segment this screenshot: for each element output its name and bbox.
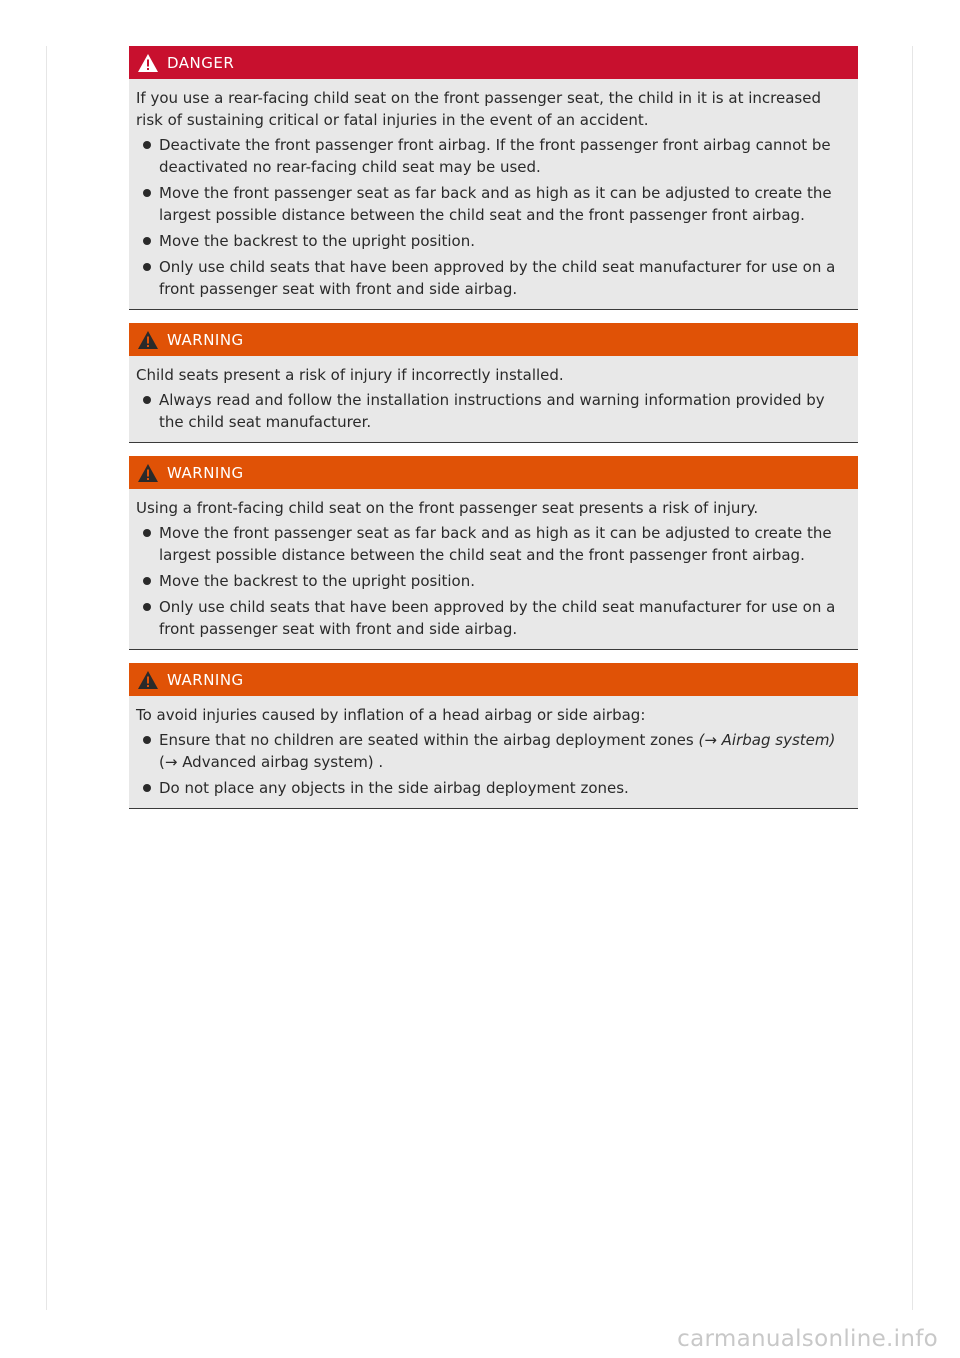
warning-notice xyxy=(129,323,858,443)
notice-title: WARNING xyxy=(167,330,244,349)
notice-list xyxy=(136,522,848,640)
xref-link-advanced-airbag-system[interactable]: (→ Advanced airbag system) . xyxy=(159,753,384,771)
notice-intro: Using a front-facing child seat on the front passenger seat presents a risk of injury. xyxy=(136,499,759,517)
xref-link-airbag-system[interactable]: (→ Airbag system) xyxy=(698,731,836,749)
warning-notice xyxy=(129,456,858,650)
right-margin-line xyxy=(912,46,913,1310)
list-item: Do not place any objects in the side airbag deployment zones. xyxy=(136,777,848,799)
notice-header xyxy=(129,663,858,696)
warning-triangle-icon xyxy=(137,463,159,483)
notice-intro: To avoid injuries caused by inflation of a head airbag or side airbag: xyxy=(136,706,646,724)
list-item: Move the backrest to the upright position. xyxy=(136,570,848,592)
notice-list xyxy=(136,729,848,799)
notice-title: WARNING xyxy=(167,670,244,689)
list-item: Move the backrest to the upright position. xyxy=(136,230,848,252)
list-item: Deactivate the front passenger front airbag. If the front passenger front airbag cannot be deactivated no rear-facing child seat may be used. xyxy=(136,134,848,178)
list-item: Always read and follow the installation instructions and warning information provided by the child seat manufacturer. xyxy=(136,389,848,433)
warning-triangle-icon xyxy=(137,330,159,350)
list-item: Only use child seats that have been approved by the child seat manufacturer for use on a front passenger seat with front and side airbag. xyxy=(136,596,848,640)
notice-header xyxy=(129,46,858,79)
left-margin-line xyxy=(46,46,47,1310)
list-item: Move the front passenger seat as far back and as high as it can be adjusted to create the largest possible distance between the child seat and the front passenger front airbag. xyxy=(136,182,848,226)
list-item: Only use child seats that have been approved by the child seat manufacturer for use on a front passenger seat with front and side airbag. xyxy=(136,256,848,300)
list-item: Move the front passenger seat as far back and as high as it can be adjusted to create the largest possible distance between the child seat and the front passenger front airbag. xyxy=(136,522,848,566)
notice-title: WARNING xyxy=(167,463,244,482)
notice-list xyxy=(136,134,848,300)
danger-notice xyxy=(129,46,858,310)
notice-title: DANGER xyxy=(167,53,235,72)
notice-list xyxy=(136,389,848,433)
notice-body xyxy=(129,696,858,808)
warning-triangle-icon xyxy=(137,670,159,690)
list-item xyxy=(136,729,848,773)
notice-body xyxy=(129,356,858,442)
notice-header xyxy=(129,323,858,356)
page-content xyxy=(129,46,858,822)
notice-intro: Child seats present a risk of injury if incorrectly installed. xyxy=(136,366,564,384)
notice-header xyxy=(129,456,858,489)
notice-body xyxy=(129,489,858,649)
item-text: Ensure that no children are seated within the airbag deployment zones xyxy=(159,731,699,749)
warning-triangle-icon xyxy=(137,53,159,73)
warning-notice xyxy=(129,663,858,809)
notice-intro: If you use a rear-facing child seat on the front passenger seat, the child in it is at increased risk of sustaining critical or fatal injuries in the event of an accident. xyxy=(136,89,821,129)
notice-body xyxy=(129,79,858,309)
watermark: carmanualsonline.info xyxy=(677,1326,938,1352)
